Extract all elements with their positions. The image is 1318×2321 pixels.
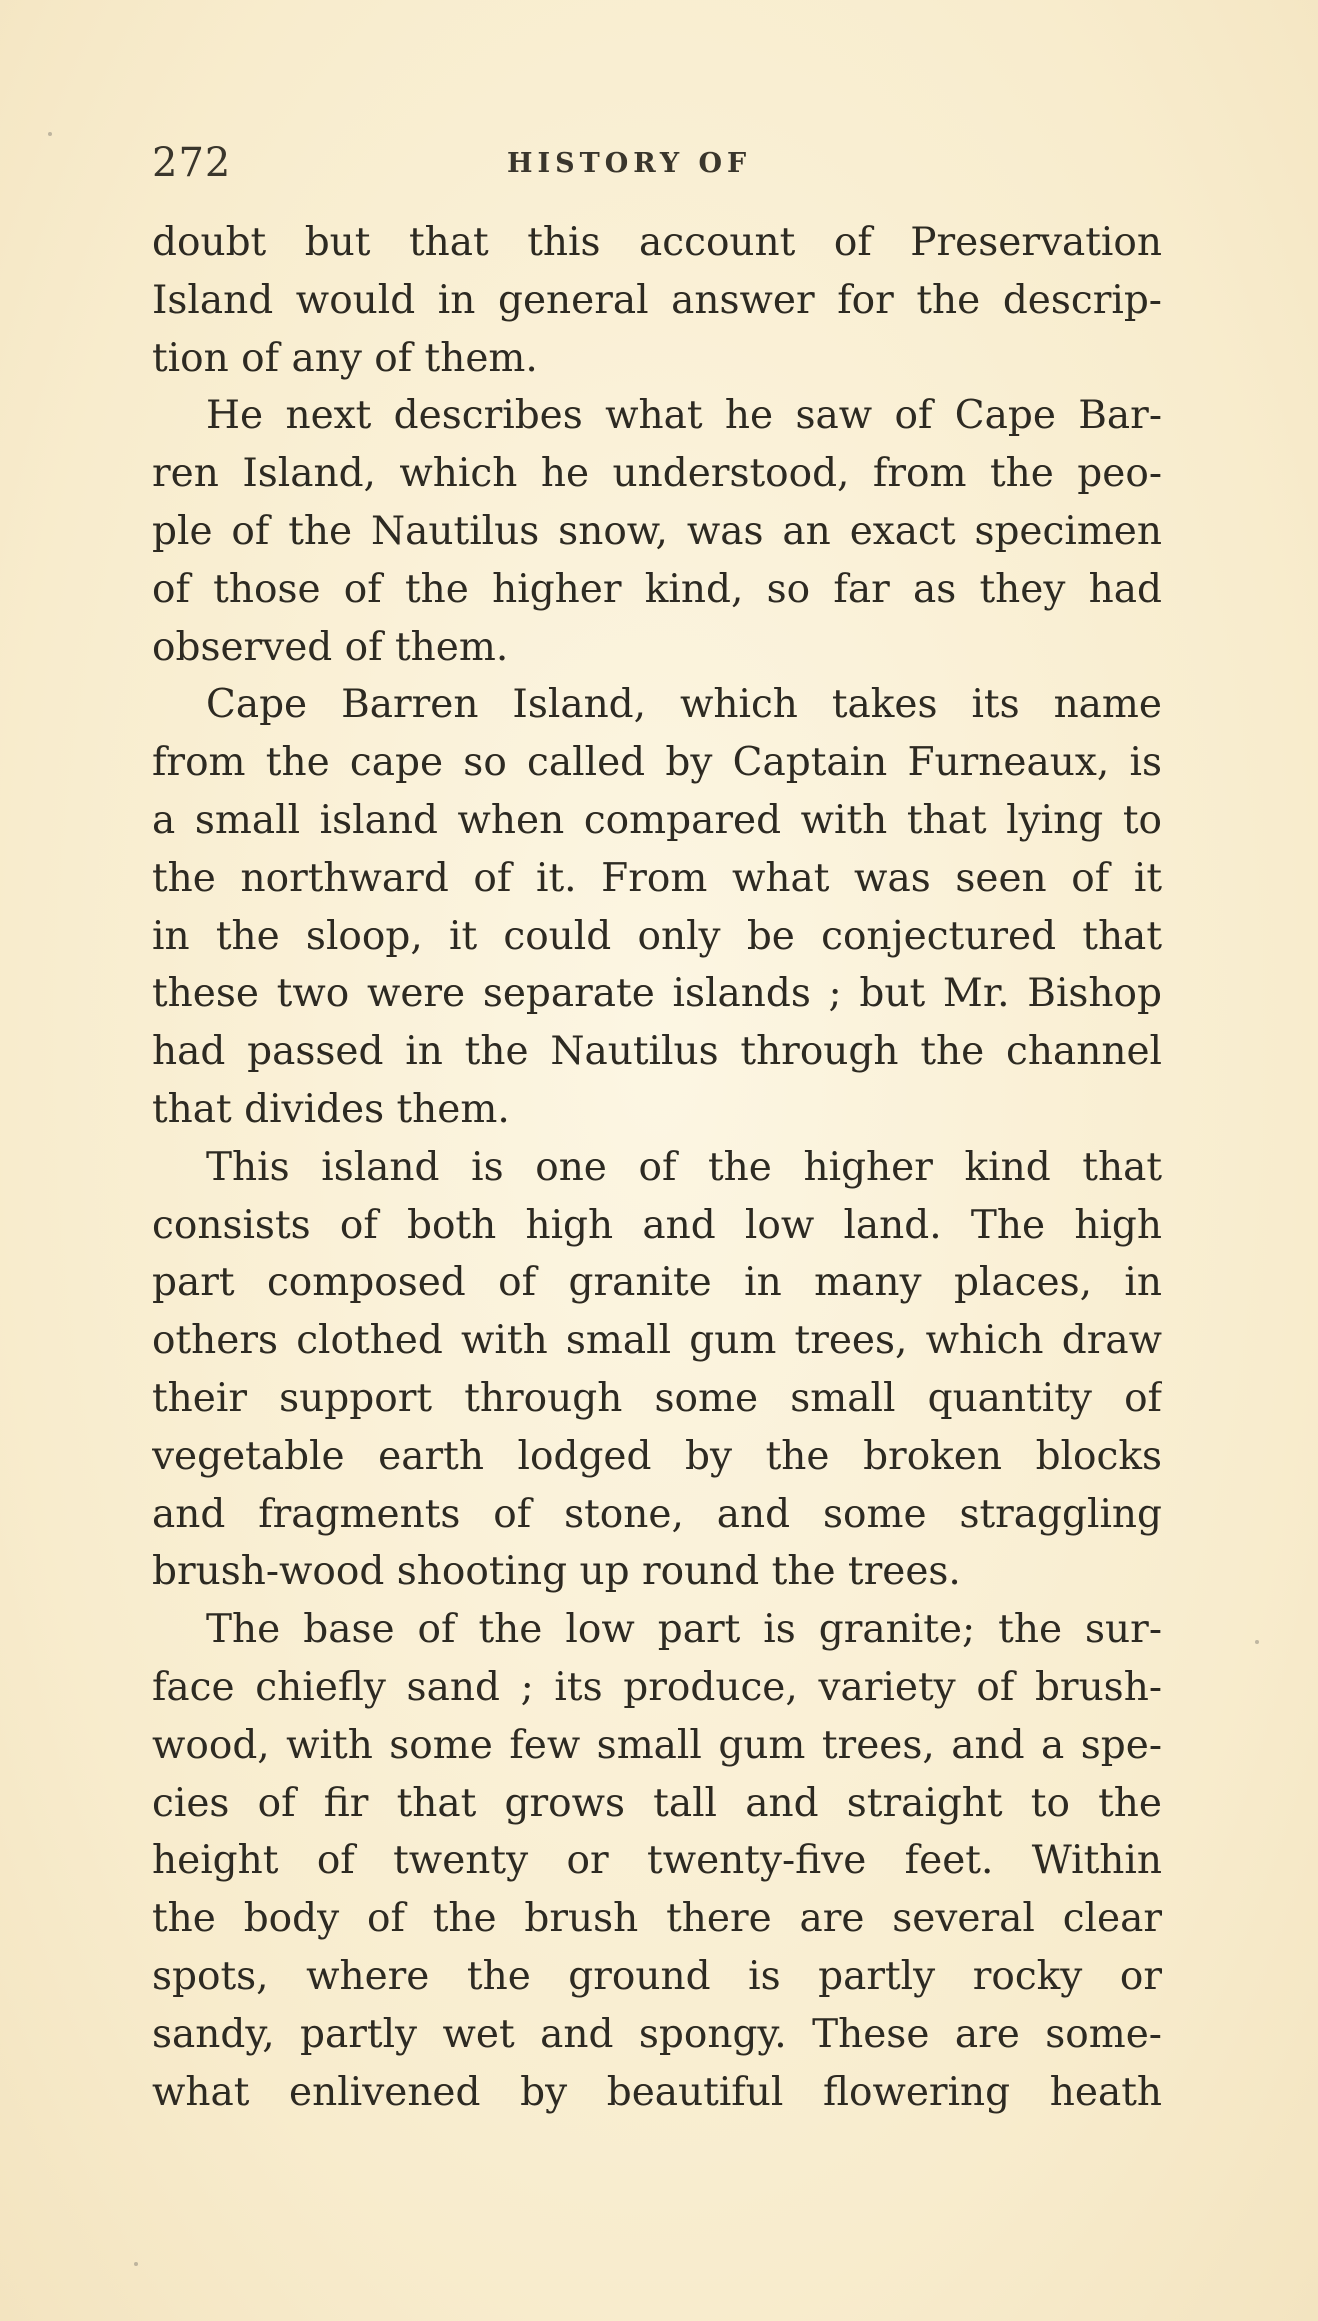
text-line: tion of any of them. xyxy=(152,335,538,381)
text-line: and fragments of stone, and some straggling xyxy=(152,1491,1162,1537)
text-line: their support through some small quantity of xyxy=(152,1375,1162,1421)
text-line: that divides them. xyxy=(152,1086,510,1132)
text-line: face chiefly sand ; its produce, variety of brush- xyxy=(152,1664,1162,1710)
text-line: consists of both high and low land. The high xyxy=(152,1202,1162,1248)
text-line: The base of the low part is granite; the sur- xyxy=(206,1607,1162,1653)
text-line: in the sloop, it could only be conjectured that xyxy=(152,913,1162,959)
text-line: from the cape so called by Captain Furneaux, is xyxy=(152,740,1162,786)
text-line: these two were separate islands ; but Mr. Bishop xyxy=(152,971,1162,1017)
text-line: the northward of it. From what was seen of it xyxy=(152,855,1162,901)
text-line: wood, with some few small gum trees, and a spe- xyxy=(152,1722,1162,1768)
page-header xyxy=(152,140,1162,190)
paper-speck xyxy=(48,132,52,136)
text-line: This island is one of the higher kind that xyxy=(206,1144,1162,1190)
text-line: brush-wood shooting up round the trees. xyxy=(152,1549,961,1595)
text-line: cies of fir that grows tall and straight to the xyxy=(152,1780,1162,1826)
paper-speck xyxy=(1255,1640,1259,1644)
running-head: HISTORY OF xyxy=(507,148,752,179)
body-text xyxy=(152,214,1162,2121)
text-line: of those of the higher kind, so far as they had xyxy=(152,566,1162,612)
text-line: others clothed with small gum trees, which draw xyxy=(152,1318,1162,1364)
text-line: height of twenty or twenty-five feet. Within xyxy=(152,1838,1162,1884)
text-line: had passed in the Nautilus through the channel xyxy=(152,1029,1162,1075)
text-line: spots, where the ground is partly rocky or xyxy=(152,1953,1162,1999)
text-line: observed of them. xyxy=(152,624,509,670)
text-line: He next describes what he saw of Cape Bar- xyxy=(206,393,1162,439)
text-line: doubt but that this account of Preservation xyxy=(152,220,1162,265)
text-line: vegetable earth lodged by the broken blocks xyxy=(152,1433,1162,1479)
text-line: a small island when compared with that lying to xyxy=(152,797,1162,843)
page-number: 272 xyxy=(152,140,232,186)
text-line: sandy, partly wet and spongy. These are some- xyxy=(152,2011,1162,2057)
text-line: ren Island, which he understood, from the peo- xyxy=(152,451,1162,497)
text-line: Cape Barren Island, which takes its name xyxy=(206,682,1162,728)
text-line: what enlivened by beautiful flowering heath xyxy=(152,2069,1162,2115)
paper-speck xyxy=(134,2262,138,2266)
text-line: part composed of granite in many places, in xyxy=(152,1260,1162,1306)
text-line: the body of the brush there are several clear xyxy=(152,1896,1162,1942)
text-line: ple of the Nautilus snow, was an exact specimen xyxy=(152,508,1162,554)
text-line: Island would in general answer for the descrip- xyxy=(152,277,1162,323)
